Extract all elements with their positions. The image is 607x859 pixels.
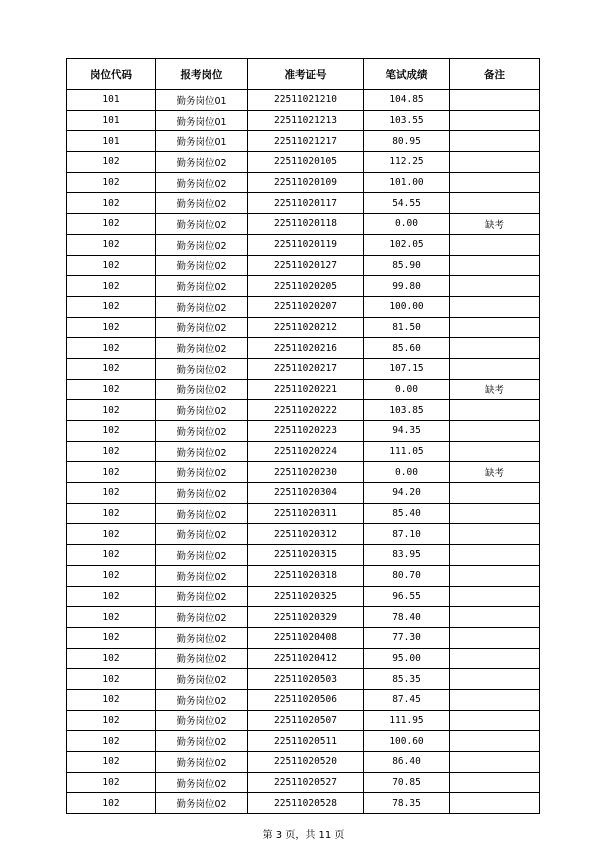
header-score: 笔试成绩: [364, 59, 450, 90]
table-row: [67, 400, 540, 421]
cell-position-name: 勤务岗位02: [156, 317, 248, 338]
cell-remark: [450, 545, 540, 566]
table-row: [67, 772, 540, 793]
header-position-name: 报考岗位: [156, 59, 248, 90]
table-row: [67, 441, 540, 462]
table-row: [67, 793, 540, 814]
cell-remark: [450, 524, 540, 545]
cell-score: 54.55: [364, 193, 450, 214]
cell-exam-id: 22511020528: [248, 793, 364, 814]
cell-remark: 缺考: [450, 214, 540, 235]
table-row: [67, 338, 540, 359]
cell-remark: [450, 648, 540, 669]
cell-remark: [450, 689, 540, 710]
cell-position-name: 勤务岗位02: [156, 524, 248, 545]
cell-score: 80.95: [364, 131, 450, 152]
cell-score: 107.15: [364, 358, 450, 379]
table-row: [67, 669, 540, 690]
cell-position-code: 101: [67, 110, 156, 131]
cell-exam-id: 22511020408: [248, 627, 364, 648]
cell-exam-id: 22511020221: [248, 379, 364, 400]
cell-position-name: 勤务岗位02: [156, 193, 248, 214]
cell-position-code: 102: [67, 296, 156, 317]
cell-position-code: 102: [67, 689, 156, 710]
cell-exam-id: 22511020117: [248, 193, 364, 214]
cell-position-code: 102: [67, 234, 156, 255]
cell-remark: [450, 441, 540, 462]
cell-exam-id: 22511020412: [248, 648, 364, 669]
cell-score: 87.45: [364, 689, 450, 710]
cell-score: 111.95: [364, 710, 450, 731]
cell-score: 112.25: [364, 152, 450, 173]
cell-position-code: 102: [67, 172, 156, 193]
table-row: [67, 110, 540, 131]
cell-remark: [450, 710, 540, 731]
cell-exam-id: 22511020207: [248, 296, 364, 317]
table-header-row: [67, 59, 540, 90]
cell-exam-id: 22511020216: [248, 338, 364, 359]
table-row: [67, 172, 540, 193]
cell-exam-id: 22511020520: [248, 752, 364, 773]
table-row: [67, 483, 540, 504]
cell-exam-id: 22511020223: [248, 421, 364, 442]
table-row: [67, 317, 540, 338]
cell-remark: [450, 503, 540, 524]
table-row: [67, 627, 540, 648]
table-row: [67, 710, 540, 731]
cell-position-code: 102: [67, 607, 156, 628]
cell-remark: [450, 255, 540, 276]
cell-position-name: 勤务岗位02: [156, 586, 248, 607]
table-row: [67, 358, 540, 379]
table-row: [67, 565, 540, 586]
cell-remark: [450, 669, 540, 690]
cell-score: 101.00: [364, 172, 450, 193]
table-row: [67, 296, 540, 317]
cell-score: 78.40: [364, 607, 450, 628]
cell-score: 100.00: [364, 296, 450, 317]
cell-position-code: 102: [67, 503, 156, 524]
cell-exam-id: 22511020217: [248, 358, 364, 379]
cell-exam-id: 22511020127: [248, 255, 364, 276]
cell-position-name: 勤务岗位02: [156, 276, 248, 297]
table-row: [67, 607, 540, 628]
cell-position-name: 勤务岗位02: [156, 214, 248, 235]
cell-position-name: 勤务岗位02: [156, 648, 248, 669]
cell-score: 111.05: [364, 441, 450, 462]
cell-score: 104.85: [364, 90, 450, 111]
cell-remark: [450, 421, 540, 442]
cell-position-name: 勤务岗位01: [156, 131, 248, 152]
cell-position-name: 勤务岗位02: [156, 483, 248, 504]
cell-remark: [450, 131, 540, 152]
cell-score: 85.40: [364, 503, 450, 524]
table-row: [67, 524, 540, 545]
cell-remark: [450, 772, 540, 793]
cell-position-code: 102: [67, 400, 156, 421]
cell-score: 100.60: [364, 731, 450, 752]
cell-remark: [450, 296, 540, 317]
cell-score: 94.20: [364, 483, 450, 504]
cell-exam-id: 22511020109: [248, 172, 364, 193]
table-row: [67, 752, 540, 773]
cell-remark: [450, 607, 540, 628]
cell-score: 0.00: [364, 214, 450, 235]
cell-remark: [450, 483, 540, 504]
table-row: [67, 379, 540, 400]
cell-position-name: 勤务岗位02: [156, 731, 248, 752]
cell-position-name: 勤务岗位02: [156, 503, 248, 524]
cell-position-name: 勤务岗位02: [156, 358, 248, 379]
cell-exam-id: 22511020230: [248, 462, 364, 483]
cell-remark: [450, 565, 540, 586]
cell-position-name: 勤务岗位02: [156, 565, 248, 586]
cell-remark: [450, 793, 540, 814]
table-row: [67, 276, 540, 297]
cell-remark: [450, 193, 540, 214]
cell-exam-id: 22511020311: [248, 503, 364, 524]
cell-position-code: 102: [67, 462, 156, 483]
cell-exam-id: 22511020527: [248, 772, 364, 793]
cell-position-name: 勤务岗位02: [156, 752, 248, 773]
cell-exam-id: 22511020222: [248, 400, 364, 421]
cell-exam-id: 22511020329: [248, 607, 364, 628]
cell-position-code: 102: [67, 421, 156, 442]
header-exam-id: 准考证号: [248, 59, 364, 90]
cell-score: 81.50: [364, 317, 450, 338]
cell-exam-id: 22511020105: [248, 152, 364, 173]
cell-exam-id: 22511021217: [248, 131, 364, 152]
table-row: [67, 689, 540, 710]
cell-remark: [450, 586, 540, 607]
cell-position-code: 102: [67, 793, 156, 814]
table-row: [67, 648, 540, 669]
table-row: [67, 586, 540, 607]
cell-score: 85.60: [364, 338, 450, 359]
table-row: [67, 90, 540, 111]
cell-score: 99.80: [364, 276, 450, 297]
cell-position-code: 102: [67, 193, 156, 214]
cell-score: 86.40: [364, 752, 450, 773]
cell-position-name: 勤务岗位02: [156, 793, 248, 814]
cell-position-name: 勤务岗位02: [156, 172, 248, 193]
cell-position-code: 102: [67, 338, 156, 359]
cell-position-code: 102: [67, 772, 156, 793]
cell-position-code: 101: [67, 131, 156, 152]
cell-score: 77.30: [364, 627, 450, 648]
cell-position-code: 102: [67, 255, 156, 276]
cell-exam-id: 22511020507: [248, 710, 364, 731]
cell-exam-id: 22511020318: [248, 565, 364, 586]
cell-score: 96.55: [364, 586, 450, 607]
table-body: [67, 90, 540, 814]
cell-position-name: 勤务岗位02: [156, 441, 248, 462]
cell-position-code: 102: [67, 669, 156, 690]
cell-remark: 缺考: [450, 462, 540, 483]
cell-position-code: 102: [67, 586, 156, 607]
cell-score: 103.55: [364, 110, 450, 131]
cell-score: 102.05: [364, 234, 450, 255]
cell-remark: [450, 358, 540, 379]
cell-score: 70.85: [364, 772, 450, 793]
cell-remark: [450, 234, 540, 255]
cell-exam-id: 22511020511: [248, 731, 364, 752]
cell-remark: [450, 90, 540, 111]
cell-position-code: 102: [67, 648, 156, 669]
cell-position-code: 102: [67, 565, 156, 586]
cell-position-name: 勤务岗位02: [156, 255, 248, 276]
table-row: [67, 462, 540, 483]
cell-exam-id: 22511020312: [248, 524, 364, 545]
table-row: [67, 214, 540, 235]
cell-remark: [450, 110, 540, 131]
cell-remark: [450, 276, 540, 297]
cell-exam-id: 22511020118: [248, 214, 364, 235]
cell-position-name: 勤务岗位01: [156, 110, 248, 131]
page-footer: 第 3 页，共 11 页: [262, 830, 345, 841]
header-remark: 备注: [450, 59, 540, 90]
cell-score: 78.35: [364, 793, 450, 814]
cell-position-name: 勤务岗位02: [156, 607, 248, 628]
cell-remark: [450, 627, 540, 648]
cell-score: 83.95: [364, 545, 450, 566]
cell-position-code: 102: [67, 317, 156, 338]
cell-score: 0.00: [364, 462, 450, 483]
cell-position-code: 102: [67, 752, 156, 773]
cell-position-name: 勤务岗位02: [156, 627, 248, 648]
cell-exam-id: 22511020503: [248, 669, 364, 690]
cell-position-code: 102: [67, 441, 156, 462]
table-row: [67, 193, 540, 214]
cell-score: 80.70: [364, 565, 450, 586]
table-row: [67, 234, 540, 255]
cell-score: 87.10: [364, 524, 450, 545]
cell-position-name: 勤务岗位02: [156, 379, 248, 400]
cell-position-name: 勤务岗位02: [156, 669, 248, 690]
table-row: [67, 503, 540, 524]
cell-exam-id: 22511020119: [248, 234, 364, 255]
cell-position-name: 勤务岗位02: [156, 545, 248, 566]
table-row: [67, 731, 540, 752]
header-position-code: 岗位代码: [67, 59, 156, 90]
cell-remark: [450, 338, 540, 359]
cell-remark: [450, 731, 540, 752]
cell-position-name: 勤务岗位01: [156, 90, 248, 111]
cell-position-code: 102: [67, 627, 156, 648]
cell-exam-id: 22511020205: [248, 276, 364, 297]
cell-position-name: 勤务岗位02: [156, 689, 248, 710]
cell-position-name: 勤务岗位02: [156, 234, 248, 255]
cell-remark: 缺考: [450, 379, 540, 400]
cell-exam-id: 22511021213: [248, 110, 364, 131]
cell-position-code: 102: [67, 545, 156, 566]
cell-position-code: 102: [67, 524, 156, 545]
cell-exam-id: 22511020212: [248, 317, 364, 338]
cell-position-name: 勤务岗位02: [156, 152, 248, 173]
cell-position-code: 102: [67, 214, 156, 235]
cell-position-name: 勤务岗位02: [156, 772, 248, 793]
cell-score: 85.35: [364, 669, 450, 690]
cell-score: 0.00: [364, 379, 450, 400]
cell-position-name: 勤务岗位02: [156, 338, 248, 359]
cell-exam-id: 22511020506: [248, 689, 364, 710]
cell-position-name: 勤务岗位02: [156, 400, 248, 421]
cell-remark: [450, 152, 540, 173]
table-row: [67, 131, 540, 152]
cell-exam-id: 22511021210: [248, 90, 364, 111]
cell-remark: [450, 752, 540, 773]
cell-position-code: 102: [67, 152, 156, 173]
cell-score: 95.00: [364, 648, 450, 669]
cell-position-name: 勤务岗位02: [156, 421, 248, 442]
cell-position-name: 勤务岗位02: [156, 462, 248, 483]
cell-exam-id: 22511020304: [248, 483, 364, 504]
cell-exam-id: 22511020224: [248, 441, 364, 462]
table-row: [67, 255, 540, 276]
cell-position-code: 102: [67, 483, 156, 504]
cell-exam-id: 22511020325: [248, 586, 364, 607]
cell-remark: [450, 172, 540, 193]
score-table: [66, 58, 540, 814]
table-row: [67, 421, 540, 442]
cell-position-code: 102: [67, 358, 156, 379]
cell-position-name: 勤务岗位02: [156, 710, 248, 731]
table-row: [67, 152, 540, 173]
cell-remark: [450, 400, 540, 421]
cell-remark: [450, 317, 540, 338]
table-row: [67, 545, 540, 566]
cell-exam-id: 22511020315: [248, 545, 364, 566]
cell-score: 103.85: [364, 400, 450, 421]
cell-position-code: 102: [67, 710, 156, 731]
cell-position-name: 勤务岗位02: [156, 296, 248, 317]
cell-position-code: 102: [67, 731, 156, 752]
cell-position-code: 101: [67, 90, 156, 111]
cell-position-code: 102: [67, 379, 156, 400]
cell-score: 85.90: [364, 255, 450, 276]
cell-score: 94.35: [364, 421, 450, 442]
cell-position-code: 102: [67, 276, 156, 297]
